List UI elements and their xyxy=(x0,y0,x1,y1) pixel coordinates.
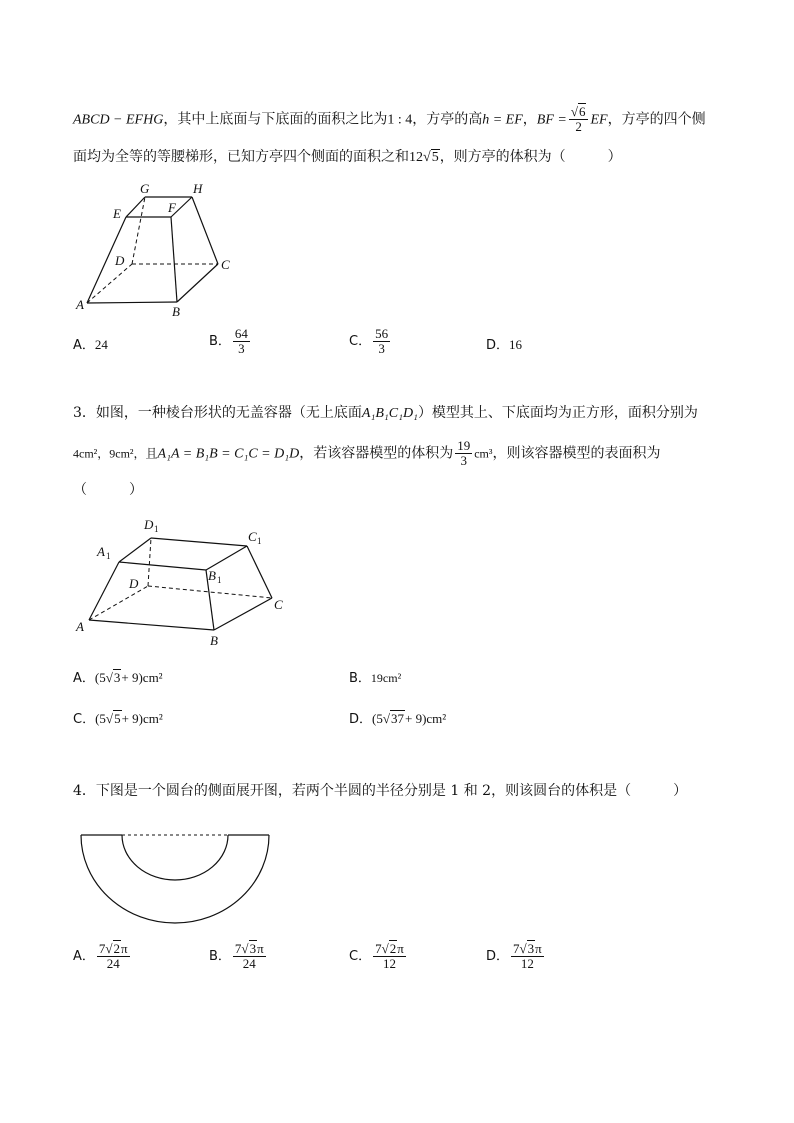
q2-bf-fraction: $\frac{√6}{2}$ xyxy=(569,105,589,134)
label-b: B xyxy=(172,304,180,319)
label-d: D xyxy=(115,253,125,268)
label-c1: C xyxy=(248,529,257,544)
label-sub: 1 xyxy=(257,536,262,546)
option-pre: (5 xyxy=(94,670,106,685)
label-a: A xyxy=(76,297,84,312)
q2-bf-radicand: 6 xyxy=(578,104,586,119)
hidden-dd1 xyxy=(148,538,151,586)
option-den: 3 xyxy=(378,341,385,356)
q4-option-c[interactable]: C． $\frac{7√2\pi}{12}$ xyxy=(349,941,404,971)
option-label: B． xyxy=(209,334,231,349)
option-radicand: 2 xyxy=(389,941,397,956)
q2-sqrt: √5 xyxy=(423,150,439,165)
option-pre: (5 xyxy=(95,711,106,726)
label-h: H xyxy=(193,181,203,196)
label-sub: 1 xyxy=(154,524,159,534)
option-num: 56 xyxy=(375,326,389,341)
edge-b1c1 xyxy=(206,546,247,570)
q3-option-c[interactable]: C．(5√5+ 9)cm² xyxy=(73,711,163,727)
option-radicand: 3 xyxy=(527,941,535,956)
q3-text: ，则该容器模型的表面积为 xyxy=(492,445,661,462)
q4-option-b[interactable]: B． $\frac{7√3\pi}{24}$ xyxy=(209,941,264,971)
option-radicand: 37 xyxy=(391,711,404,726)
edge-ab xyxy=(89,620,214,630)
edge-cc1 xyxy=(247,546,272,598)
label-sub: 1 xyxy=(217,575,222,585)
option-den: 24 xyxy=(106,956,120,971)
label-a1: A xyxy=(97,544,105,559)
q3-edge-equality: A₁A = B₁B = C₁C = D₁D xyxy=(157,446,300,462)
q3-text: 3．如图，一种棱台形状的无盖容器（无上底面 xyxy=(73,405,362,421)
q2-option-a[interactable] xyxy=(73,335,108,356)
label-c: C xyxy=(274,597,283,612)
outer-semicircle xyxy=(81,835,269,923)
option-radicand: 3 xyxy=(113,670,121,685)
q2-text: ，其中上底面与下底面的面积之比为 xyxy=(163,111,388,128)
option-label: A． xyxy=(73,671,95,686)
q2-height-expr: h = EF xyxy=(482,112,523,128)
q2-option-d[interactable] xyxy=(486,335,522,356)
edge-a1b1 xyxy=(119,562,206,570)
option-label: A． xyxy=(73,338,95,353)
option-num: 7 xyxy=(513,941,520,956)
option-radicand: 5 xyxy=(114,711,121,726)
q3-frustum-figure xyxy=(72,514,294,650)
option-pi: π xyxy=(535,941,542,956)
q3-text: ）模型其上、下底面均为正方形，面积分别为 xyxy=(417,405,698,421)
q4-text: 4．下图是一个圆台的侧面展开图，若两个半圆的半径分别是 1 和 2，则该圆台的体积是（ ） xyxy=(73,783,688,799)
q2-bf-lhs: BF = xyxy=(536,112,567,128)
label-f: F xyxy=(168,200,176,215)
option-post: + 9)cm² xyxy=(121,670,163,685)
option-pi: π xyxy=(397,941,404,956)
q3-answer-blank: （ ） xyxy=(73,482,143,498)
option-pi: π xyxy=(121,941,128,956)
label-b1: B xyxy=(208,568,216,583)
edge-d1c1 xyxy=(151,538,247,546)
hidden-ad xyxy=(87,264,132,303)
option-label: C． xyxy=(349,334,372,349)
option-post: + 9)cm² xyxy=(121,711,163,726)
edge-a1d1 xyxy=(119,538,151,562)
option-num: 7 xyxy=(98,941,106,956)
label-b: B xyxy=(210,633,218,648)
q4-option-d[interactable]: D． $\frac{7√3\pi}{12}$ xyxy=(486,941,542,971)
option-pi: π xyxy=(257,941,264,956)
option-den: 12 xyxy=(520,956,534,971)
q3-line-3 xyxy=(73,480,143,500)
option-value: 16 xyxy=(509,337,523,352)
option-post: + 9)cm² xyxy=(405,711,447,726)
q3-line-1 xyxy=(73,403,698,424)
label-sub: 1 xyxy=(106,551,111,561)
q2-frustum-figure xyxy=(70,178,250,320)
q3-base-name: A₁B₁C₁D₁ xyxy=(361,406,418,421)
option-num: 7 xyxy=(234,941,242,956)
edge-bc xyxy=(177,264,218,302)
edge-bc xyxy=(214,598,272,630)
label-d1: D xyxy=(144,517,154,532)
q2-text: 面均为全等的等腰梯形，已知方亭四个侧面的面积之和 xyxy=(73,149,409,165)
option-label: C． xyxy=(73,712,96,727)
option-radicand: 2 xyxy=(113,941,121,956)
q3-option-a[interactable]: A．(5√3+ 9)cm² xyxy=(73,670,163,686)
q2-ratio: 1 : 4 xyxy=(387,112,413,128)
q2-text: ， xyxy=(522,111,537,128)
q3-text: 4cm²，9cm²，且 xyxy=(73,446,158,461)
inner-semicircle xyxy=(122,835,228,880)
option-den: 24 xyxy=(242,956,256,971)
label-c: C xyxy=(221,257,230,272)
label-e: E xyxy=(113,206,121,221)
option-value: 24 xyxy=(94,337,108,352)
option-pre: (5 xyxy=(372,711,383,726)
q2-bf-den: 2 xyxy=(575,119,582,134)
option-label: D． xyxy=(349,712,373,727)
option-label: C． xyxy=(349,949,372,964)
q2-text: ，方亭的高 xyxy=(412,111,483,128)
option-label: B． xyxy=(209,949,231,964)
q3-text: ，若该容器模型的体积为 xyxy=(299,445,454,462)
q3-vol-num: 19 xyxy=(457,438,471,453)
q2-coef: 12 xyxy=(409,150,423,165)
option-value: 19cm² xyxy=(370,671,402,685)
q3-vol-unit: cm³ xyxy=(474,446,493,461)
edge-ch xyxy=(192,197,218,264)
option-label: D． xyxy=(486,338,510,353)
label-d: D xyxy=(129,576,139,591)
q3-option-b[interactable] xyxy=(349,668,401,689)
edge-bf xyxy=(171,217,177,302)
edge-ab xyxy=(87,302,177,303)
q2-bf-rhs: EF xyxy=(590,112,608,128)
label-g: G xyxy=(140,181,150,196)
option-num: 7 xyxy=(375,941,382,956)
q2-line-2 xyxy=(73,147,622,168)
q4-option-a[interactable]: A． $\frac{7√2\pi}{24}$ xyxy=(73,941,128,971)
q2-line-1 xyxy=(73,105,706,134)
option-den: 3 xyxy=(238,341,245,356)
hidden-dg xyxy=(132,197,145,264)
q3-vol-den: 3 xyxy=(460,453,467,468)
option-label: D． xyxy=(486,949,510,964)
option-label: A． xyxy=(73,949,95,964)
q2-text: ，方亭的四个侧 xyxy=(607,111,706,128)
option-radicand: 3 xyxy=(249,941,257,956)
q3-option-d[interactable]: D．(5√37+ 9)cm² xyxy=(349,711,447,727)
q2-solid-name: ABCD − EFHG xyxy=(73,112,164,128)
option-label: B． xyxy=(349,671,371,686)
q3-line-2 xyxy=(73,439,660,468)
option-den: 12 xyxy=(382,956,396,971)
q2-option-c[interactable] xyxy=(349,327,392,356)
q2-option-b[interactable] xyxy=(209,327,252,356)
q4-line-1 xyxy=(73,781,687,801)
q2-text: ，则方亭的体积为（ ） xyxy=(439,149,622,165)
option-num: 64 xyxy=(234,326,248,341)
label-a: A xyxy=(76,619,84,634)
q4-annulus-figure xyxy=(75,830,275,926)
q2-radicand: 5 xyxy=(431,150,439,165)
